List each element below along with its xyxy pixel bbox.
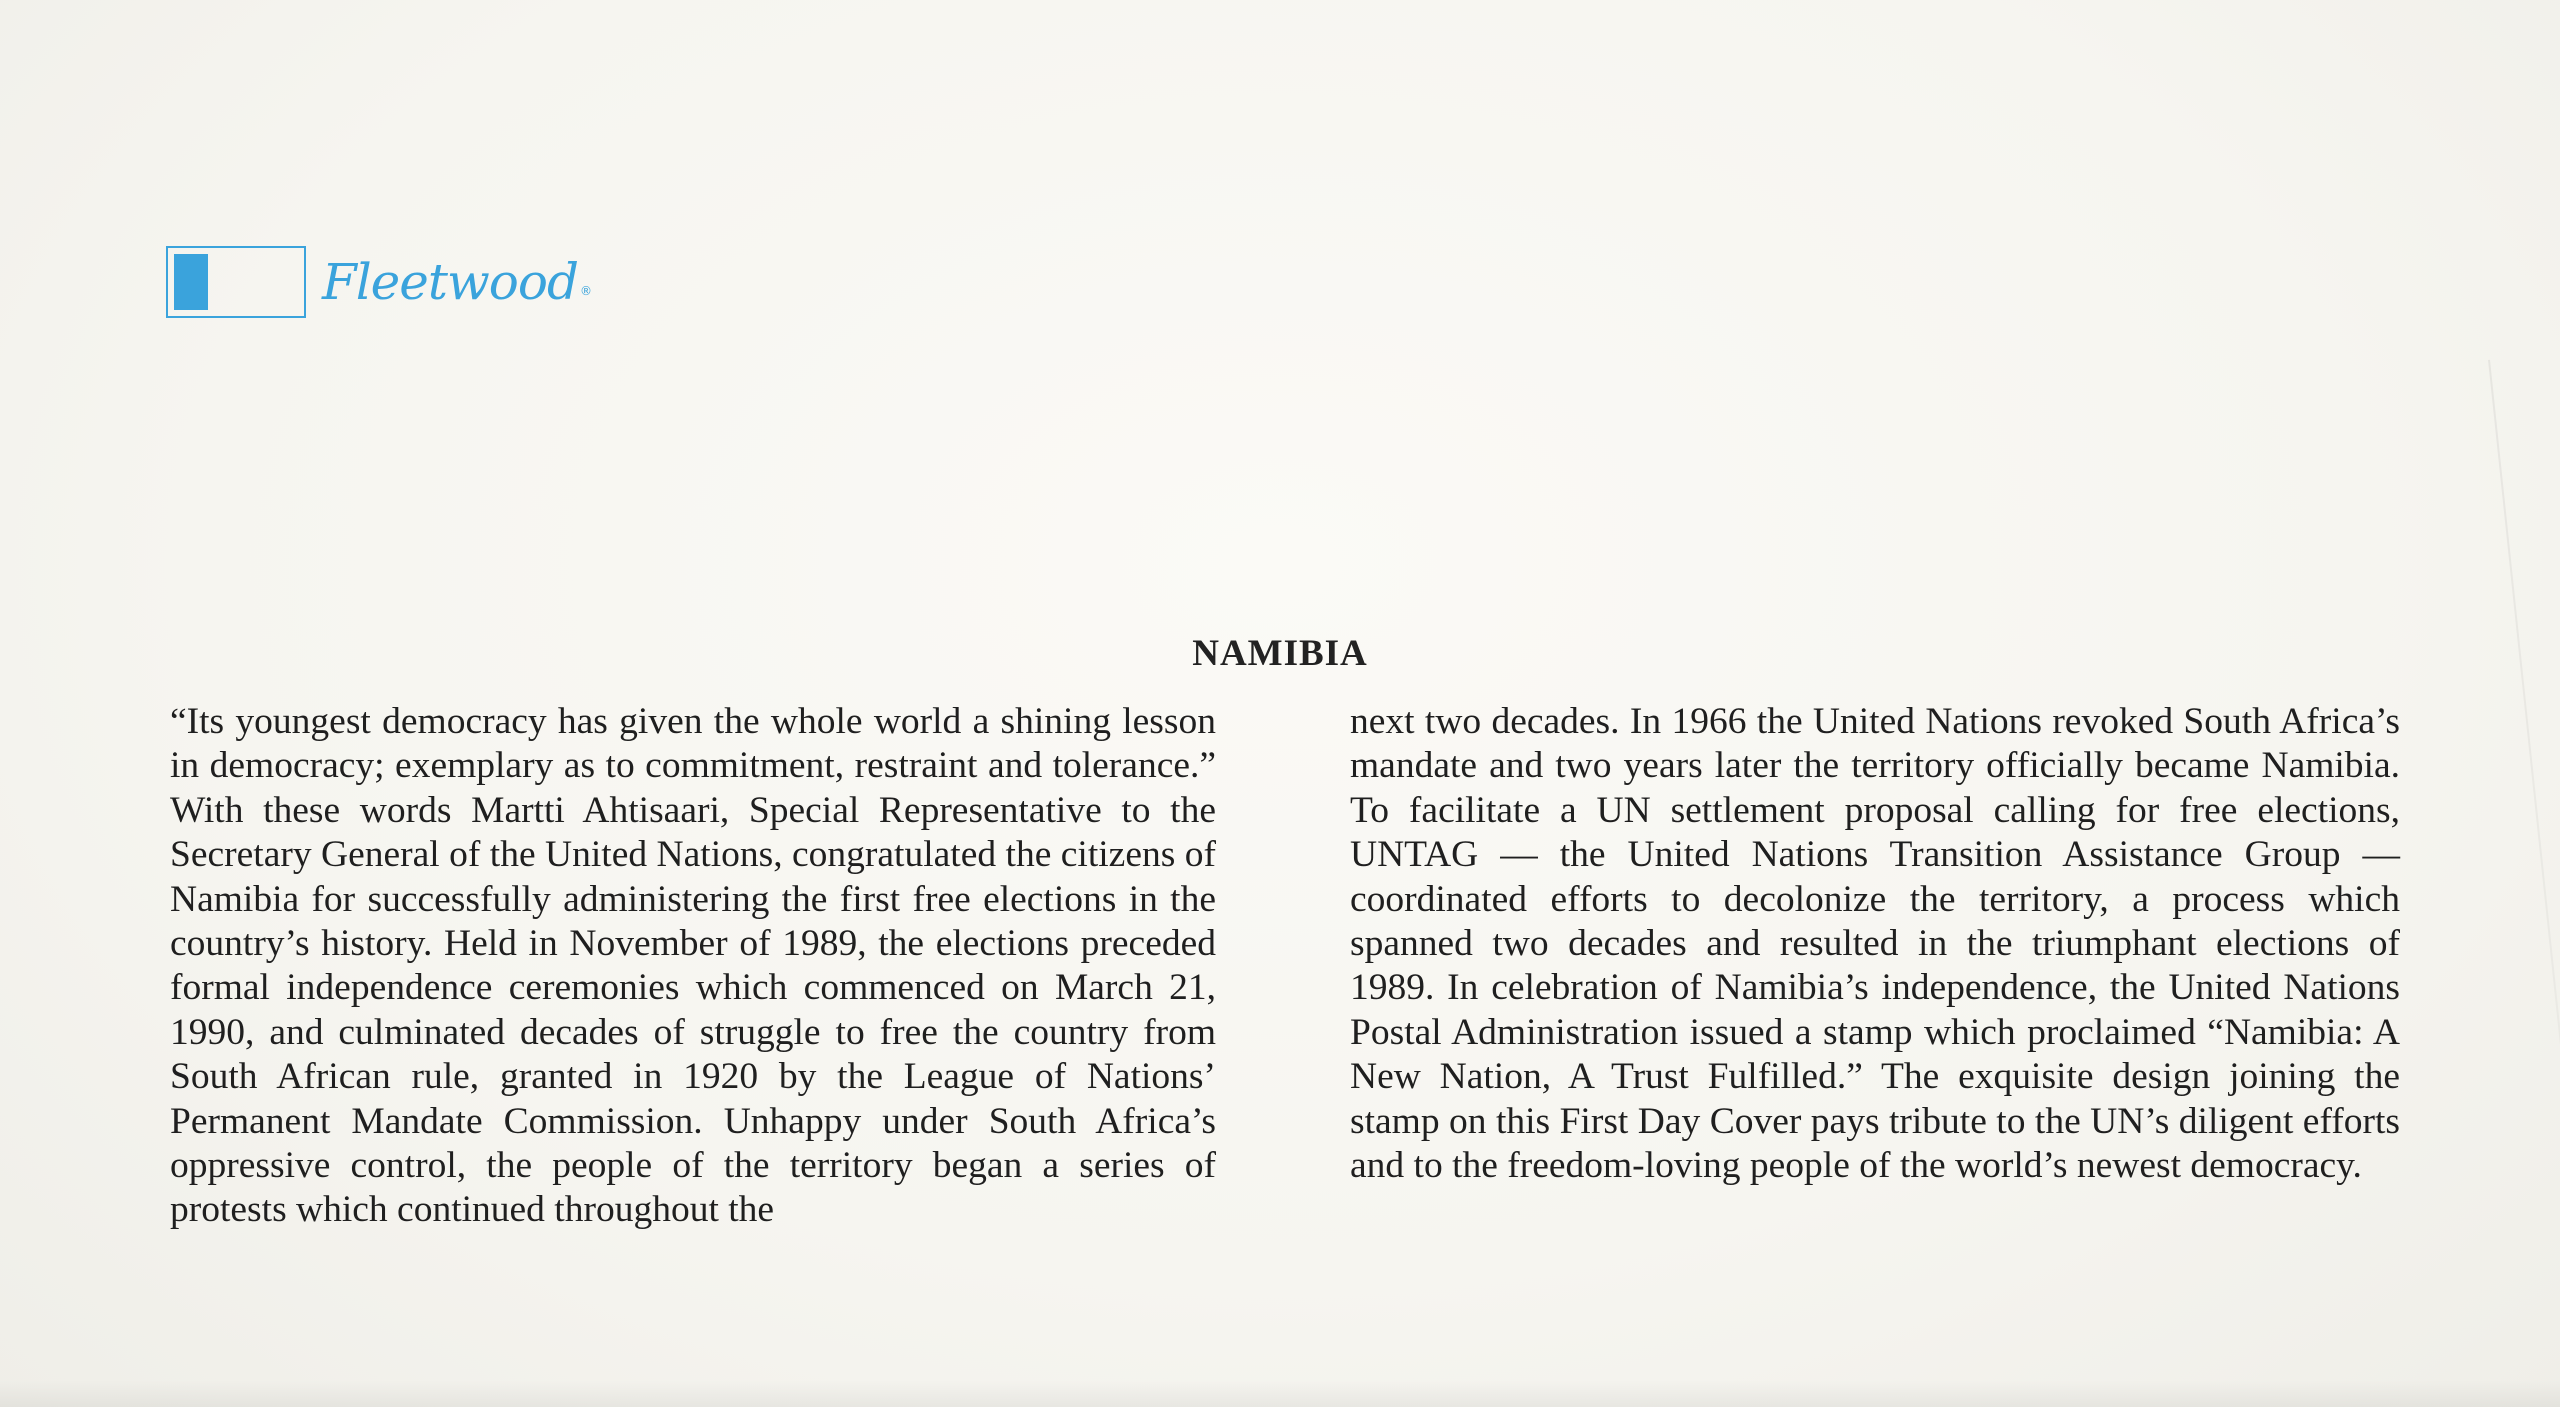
- registered-mark: ®: [579, 284, 592, 298]
- envelope-bottom-shadow: [0, 1380, 2560, 1407]
- text-column-right: next two decades. In 1966 the United Nations revoked South Africa’s mandate and two years later the territory officially became Namibia. To facilitate a UN settlement proposal calling for free elections, UNTAG — the United Nations Transition Assistance Group — coordinated efforts to decolonize the territory, a process which spanned two decades and resulted in the triumphant elections of 1989. In celebration of Namibia’s independence, the United Nations Postal Administration issued a stamp which proclaimed “Namibia: A New Nation, A Trust Fulfilled.” The exquisite design joining the stamp on this First Day Cover pays tribute to the UN’s diligent efforts and to the freedom-loving people of the world’s newest democracy.: [1350, 701, 2400, 1187]
- text-column-left: “Its youngest democracy has given the whole world a shining lesson in democracy; exemplary as to commitment, restraint and tolerance.” With these words Martti Ahtisaari, Special Representative to the Secretary General of the United Nations, congratulated the citizens of Namibia for successfully administering the first free elections in the country’s history. Held in November of 1989, the elections preceded formal independence ceremonies which commenced on March 21, 1990, and culminated decades of struggle to free the country from South African rule, granted in 1920 by the League of Nations’ Permanent Mandate Commission. Unhappy under South Africa’s oppressive control, the people of the territory began a series of protests which continued throughout the: [170, 701, 1216, 1231]
- cover-title: NAMIBIA: [1192, 633, 1368, 674]
- fleetwood-logo: [166, 246, 592, 318]
- logo-box-fill: [174, 254, 208, 310]
- logo-box-icon: [166, 246, 306, 318]
- logo-wordmark: Fleetwood: [322, 253, 578, 311]
- envelope-flap-edge: [2488, 360, 2560, 1401]
